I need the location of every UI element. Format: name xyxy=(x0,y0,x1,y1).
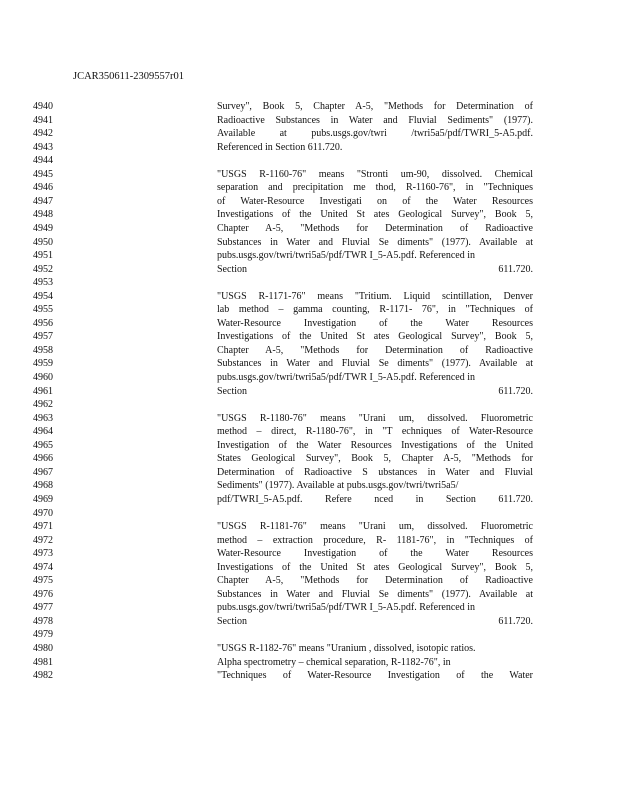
line-number: 4959 xyxy=(33,358,53,370)
line-number: 4975 xyxy=(33,575,53,587)
line-number: 4977 xyxy=(33,602,53,614)
line-text: Chapter A-5, "Methods for Determination of Radioactive xyxy=(217,575,533,587)
line-text: method – direct, R-1180-76", in "T echniques of Water-Resource xyxy=(217,426,533,438)
line-number: 4948 xyxy=(33,209,53,221)
line-text: Sediments" (1977). Available at pubs.usgs.gov/twri/twri5a5/ xyxy=(217,480,459,492)
line-text: Section 611.720. xyxy=(217,385,533,397)
line-text: Substances in Water and Fluvial Se diments" (1977). Available at xyxy=(217,588,533,600)
line-number: 4955 xyxy=(33,304,53,316)
line-number: 4971 xyxy=(33,521,53,533)
line-number: 4974 xyxy=(33,561,53,573)
line-text: States Geological Survey", Book 5, Chapter A-5, "Methods for xyxy=(217,453,533,465)
line-number: 4945 xyxy=(33,168,53,180)
line-text: Investigation of the Water Resources Investigations of the United xyxy=(217,439,533,451)
line-text: "USGS R-1181-76" means "Urani um, dissolved. Fluorometric xyxy=(217,521,533,533)
line-text: Alpha spectrometry – chemical separation, R-1182-76", in xyxy=(217,656,451,668)
line-text: "Techniques of Water-Resource Investigation of the Water xyxy=(217,670,533,682)
line-number: 4963 xyxy=(33,412,53,424)
line-number: 4951 xyxy=(33,250,53,262)
line-number: 4944 xyxy=(33,155,53,167)
line-text: Substances in Water and Fluvial Se diments" (1977). Available at xyxy=(217,236,533,248)
line-number: 4968 xyxy=(33,480,53,492)
line-text: Water-Resource Investigation of the Water Resources xyxy=(217,548,533,560)
line-text: Available at pubs.usgs.gov/twri /twri5a5/pdf/TWRI_5-A5.pdf. xyxy=(217,128,533,140)
line-text: Determination of Radioactive S ubstances in Water and Fluvial xyxy=(217,466,533,478)
line-text: Chapter A-5, "Methods for Determination of Radioactive xyxy=(217,222,533,234)
line-text: "USGS R-1171-76" means "Tritium. Liquid scintillation, Denver xyxy=(217,290,533,302)
line-number: 4972 xyxy=(33,534,53,546)
line-number: 4954 xyxy=(33,290,53,302)
line-number: 4952 xyxy=(33,263,53,275)
line-text: of Water-Resource Investigati on of the Water Resources xyxy=(217,195,533,207)
line-number: 4942 xyxy=(33,128,53,140)
line-text: pubs.usgs.gov/twri/twri5a5/pdf/TWR I_5-A5.pdf. Referenced in xyxy=(217,372,476,383)
line-text: method – extraction procedure, R- 1181-76", in "Techniques of xyxy=(217,534,533,546)
line-text: pubs.usgs.gov/twri/twri5a5/pdf/TWR I_5-A5.pdf. Referenced in xyxy=(217,250,476,262)
line-text: Survey", Book 5, Chapter A-5, "Methods for Determination of xyxy=(217,101,533,112)
line-text: Substances in Water and Fluvial Se diments" (1977). Available at xyxy=(217,358,533,370)
document-id: JCAR350611-2309557r01 xyxy=(73,71,185,82)
line-number: 4979 xyxy=(33,629,53,641)
line-number: 4966 xyxy=(33,453,53,465)
line-text: Section 611.720. xyxy=(217,263,533,275)
line-number: 4978 xyxy=(33,615,53,627)
line-text: separation and precipitation me thod, R-1160-76", in "Techniques xyxy=(217,182,533,194)
line-text: pdf/TWRI_5-A5.pdf. Refere nced in Section 611.720. xyxy=(217,493,533,505)
line-number: 4953 xyxy=(33,277,53,289)
line-number: 4946 xyxy=(33,182,53,194)
line-text: "USGS R-1160-76" means "Stronti um-90, dissolved. Chemical xyxy=(217,168,533,180)
line-text: Referenced in Section 611.720. xyxy=(217,141,343,153)
line-number: 4958 xyxy=(33,344,53,356)
line-text: pubs.usgs.gov/twri/twri5a5/pdf/TWR I_5-A5.pdf. Referenced in xyxy=(217,602,476,614)
line-number: 4967 xyxy=(33,466,53,478)
line-text: Section 611.720. xyxy=(217,615,533,627)
line-text: "USGS R-1182-76" means "Uranium , dissolved, isotopic ratios. xyxy=(217,643,476,654)
line-number: 4960 xyxy=(33,372,53,383)
line-number: 4976 xyxy=(33,588,53,600)
line-text: lab method – gamma counting, R-1171- 76", in "Techniques of xyxy=(217,304,533,316)
line-number: 4965 xyxy=(33,439,53,451)
line-number: 4949 xyxy=(33,222,53,234)
line-number: 4947 xyxy=(33,195,53,207)
line-text: Investigations of the United St ates Geological Survey", Book 5, xyxy=(217,331,533,343)
line-number: 4940 xyxy=(33,101,53,112)
line-text: Chapter A-5, "Methods for Determination of Radioactive xyxy=(217,344,533,356)
line-text: Investigations of the United St ates Geological Survey", Book 5, xyxy=(217,209,533,221)
line-text: Radioactive Substances in Water and Fluvial Sediments" (1977). xyxy=(217,114,533,126)
line-number: 4973 xyxy=(33,548,53,560)
line-number: 4956 xyxy=(33,317,53,329)
line-number: 4981 xyxy=(33,656,53,668)
line-text: Investigations of the United St ates Geological Survey", Book 5, xyxy=(217,561,533,573)
line-number: 4941 xyxy=(33,114,53,126)
line-number: 4969 xyxy=(33,493,53,505)
line-number: 4950 xyxy=(33,236,53,248)
line-number: 4943 xyxy=(33,141,53,153)
line-text: Water-Resource Investigation of the Water Resources xyxy=(217,317,533,329)
line-number: 4962 xyxy=(33,399,53,411)
line-number: 4961 xyxy=(33,385,53,397)
line-number: 4970 xyxy=(33,507,53,519)
line-number: 4980 xyxy=(33,643,53,654)
line-number: 4964 xyxy=(33,426,53,438)
line-text: "USGS R-1180-76" means "Urani um, dissolved. Fluorometric xyxy=(217,412,533,424)
line-number: 4957 xyxy=(33,331,53,343)
line-number: 4982 xyxy=(33,670,53,682)
